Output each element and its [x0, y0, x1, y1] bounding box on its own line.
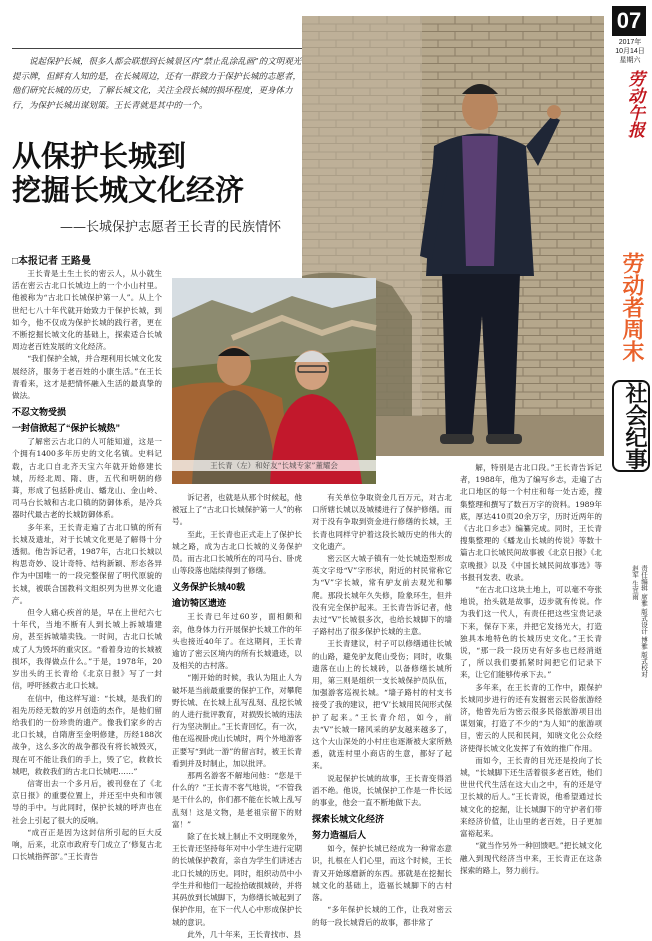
body-paragraph: “刚开始的时候，我认为阻止人为破坏是当前最重要的保护工作，对攀爬野长城、在长城上乱写乱刻、乱挖长城的人进行批评教育，对损毁长城的违法行为坚决制止。”王长青回忆，有一次，他在巡视卧虎山长城时，两个外地游客正要写“到此一游”的留言时，被王长青看到并及时制止，加以批评。: [172, 673, 302, 768]
section-title-social: 社会纪事: [612, 380, 650, 472]
section-subheading: 探索长城文化经济: [312, 814, 385, 825]
section-subheading: 一封信掀起了“保护长城热”: [12, 423, 121, 434]
article-headline: [12, 140, 312, 208]
body-paragraph: 说起保护长城的故事，王长青变得滔滔不绝。他说，长城保护工作是一件长远的事业，他会一直不断地做下去。: [312, 773, 452, 808]
section-subheading: 义务保护长城40载: [172, 582, 246, 593]
secondary-photo-illustration: [172, 278, 376, 484]
body-paragraph: 解，特别是古北口段。”王长青告诉记者，1988年，他为了编写乡志，走遍了古北口地区的每一个村庄和每一处古迹，搜集整理和撰写了数百万字的资料。1989年底，厚达410页20余万字，历时近两年的《古北口乡志》编纂完成。同时，王长青搜集整理的《蟠龙山长城的传说》等数十篇古北口长城民间故事被《北京日报》《北京晚报》以及《中国长城民间故事选》等书报刊发表、收录。: [460, 463, 602, 582]
issue-date: [612, 38, 648, 65]
article-subtitle: ——长城保护志愿者王长青的民族情怀: [60, 220, 282, 235]
body-paragraph: 了解密云古北口的人可能知道，这是一个拥有1400多年历史的文化名镇。史料记载，古北口自北齐天宝六年就开始修建长城，历经北周、隋、唐，五代和明朝的修葺，形成了包括卧虎山、蟠龙山、金山岭、司马台长城和古北口镇的防御体系，是冷兵器时代最古老的长城防御体系。: [12, 437, 162, 520]
body-paragraph: 王长青已年过60岁，面相颇和亲，他身体力行开展保护长城工作的年头也接近40年了。在这期间，王长青逾访了密云区境内的所有长城遗迹，以及相关的古村落。: [172, 612, 302, 671]
body-column-2: [172, 492, 302, 939]
body-paragraph: 而如今，王长青的目光还是投向了长城，“长城脚下还生活着很多老百姓，他们世世代代生活在这大山之中，有的还是守卫长城的后人。”王长青说，他希望通过长城文化的挖掘，让长城脚下的守护者们带来经济价值，让山里的老百姓，日子更加富裕起来。: [460, 755, 602, 839]
body-paragraph: 此外，几十年来，王长青找市、县: [187, 929, 302, 939]
body-paragraph: 王长青是土生土长的密云人，从小就生活在密云古北口长城边上的一个小山村里。他被称为“古北口长城保护第一人”。从上个世纪七八十年代就开始致力于保护长城，到如今，他不仅成为保护长城的践行者，更在不断挖掘长城文化的基础上，探索适合长城周边老百姓发展的文化经济。: [12, 269, 162, 352]
headline-line-2: 挖掘长城文化经济: [12, 175, 245, 207]
body-paragraph: 多年来，在王长青的工作中，跟保护长城同步进行的还有发掘密云民俗旅游经济，他曾先后为密云很多民俗旅游项目出谋划策，打造了不少的“为人知”的旅游项目，密云的人民和民间，知晓文化公众经济使得长城文化发挥了有效的推广作用。: [460, 682, 602, 753]
body-column-1: [12, 268, 162, 928]
article-intro: 说起保护长城，很多人都会联想到长城景区内“禁止乱涂乱画”的文明观光提示牌，但鲜有人知的是，在长城周边，还有一群致力于保护长城的志愿者，他们研究长城的历史，了解长城文化，关注全段长城的损坏程度，更身体力行，为保护长城出谋划策。王长青就是其中的一个。: [12, 57, 302, 111]
page-number: 07: [612, 6, 646, 36]
body-paragraph: 在信中，他这样写道：“长城，是我们的祖先历经无数的岁月创造的杰作，是他们留给我们的一份珍贵的遗产。像我们家乡的古北口长城，自隋唐至金明修建，历经188次战争，这么多次的战争都没有将长城毁灭，现在可不能让我们的手上，毁了它，救救长城吧，救救我们的古北口长城吧……”: [12, 693, 162, 776]
body-paragraph: 至此，王长青也正式走上了保护长城之路，成为古北口长城的义务保护员。而古北口长城所在的司马台、卧虎山等段落也陆续得到了修缮。: [172, 529, 302, 576]
headline-line-1: 从保护长城到: [12, 141, 187, 173]
body-paragraph: 诉记者，也就是从那个时候起，他被冠上了“古北口长城保护第一人”的称号。: [172, 493, 302, 527]
body-paragraph: “多年保护长城的工作，让我对密云的每一段长城背后的故事，都非常了: [312, 905, 452, 927]
byline: □本报记者 王路曼: [12, 256, 91, 267]
body-paragraph: “在古北口这块土地上，可以毫不夸张地说，抬头就是故事，迈步就有传说。作为我们这一代人，有责任把这些宝贵记录下来，保存下来，并把它发扬光大，打造独具本地特色的长城历史文化。”王长青说，“那一段一段历史有好多也已经消逝了，所以我们要抓紧时间把它们记录下来，让它们能够传承下去。”: [460, 585, 602, 680]
body-paragraph: “就当作另外一种回馈吧。”把长城文化融入到现代经济当中来，王长青正在这条探索的路上，努力前行。: [460, 841, 602, 875]
editor-credits: 责任编辑 席雅 版式设计 博雅 版式校对 赵军 生宣雨: [631, 565, 648, 678]
body-paragraph: 那两名游客不解地问他：“您是干什么的？”王长青不客气地说，“不管我是干什么的，你们都不能在长城上乱写乱刻！这是文物，是老祖宗留下的财富！”: [172, 771, 302, 829]
body-paragraph: 密云区大城子镇有一处长城造型形成英文字母“V”字形状，附近的村民常称它为“V”字长城，常有驴友前去观光和攀爬。那段长城年久失修，险象环生，但并没有完全保护起来。王长青告诉记者，他去过“V”长城很多次，也给长城脚下的墙子路村出了很多保护长城的主意。: [312, 554, 452, 637]
body-paragraph: “成百正是因为这封信所引起的巨大反响，后来，北京市政府专门成立了‘修复古北口长城指挥部’。”王长青告: [12, 827, 162, 862]
body-column-3: [312, 492, 452, 928]
date-day: 10月14日: [615, 48, 645, 55]
intro-divider: [12, 48, 302, 49]
section-title-weekend: 劳动者周末: [620, 252, 645, 362]
section-subheading: 努力造福后人: [312, 830, 367, 841]
section-subheading: 逾访犄区遗迹: [172, 598, 227, 609]
body-paragraph: “我们保护全城，并合理利用长城文化发展经济，服务于老百姓的小康生活。”在王长青看来，这才是把情怀融入生活的最真挚的做法。: [12, 354, 162, 401]
body-column-4: [460, 462, 602, 928]
body-paragraph: 王长青建议，村子可以修缮通往长城的山路，避免驴友爬山受伤；同时，收集遗落在山上的长城砖，以备修缮长城所用，第三则是组织一支长城保护员队伍，加强游客巡视长城。“墙子路村的村支书接受了我的建议，把‘V’长城用民间形式保护了起来。”王长青介绍，如今，前去“V”长城一睹风采的驴友越来越多了，这个大山深处的小村庄也逐渐被大家所熟悉，就连村里小商店的生意，都好了起来。: [312, 639, 452, 771]
body-paragraph: 信寄出去一个多月后，被刊登在了《北京日报》的重要位置上，并还至中央和市领导的手中。与此同时，保护长城的呼声也在社会上引起了很大的反响。: [12, 778, 162, 825]
secondary-photo: [172, 278, 376, 484]
newspaper-logo: 劳动午报: [624, 70, 644, 138]
photo-caption: 王长青（左）和好友“长城专家”董耀会: [172, 460, 376, 471]
body-paragraph: 多年来，王长青走遍了古北口镇的所有长城及遗址，对于长城文化更是了解得十分透彻。他告诉记者，1987年，古北口长城以构思奇妙、设计奇特、结构新颖、形态各异作为中国唯一的一段完整保留了明代原貌的长城，被联合国教科文组织列为世界文化遗产。: [12, 522, 162, 605]
date-year: 2017年: [618, 39, 642, 46]
body-paragraph: 但令人痛心疾首的是，早在上世纪六七十年代，当地不断有人到长城上拆城墙建房，甚至拆城墙卖钱。一时间，古北口长城成了人为毁坏的重灾区。“看着身边的长城被损坏，我得做点什么。”于是，1978年，20岁出头的王长青给《北京日报》写了一封信，呼吁拯救古北口长城。: [12, 608, 162, 691]
section-subheading: 不忍文物受损: [12, 407, 67, 418]
body-paragraph: 有关单位争取资金几百万元，对古北口所辖长城以及城楼进行了保护修缮。而对于没有争取到资金进行修缮的长城，王长青也同样守护着这段长城历史的伟大的文化遗产。: [312, 493, 452, 551]
date-weekday: 星期六: [619, 57, 641, 64]
body-paragraph: 除了在长城上制止不文明现象外，王长青还坚持每年对中小学生进行定期的长城保护教育，亲自为学生们讲述古北口长城的历史。同时，组织动员中小学生并和他们一起捡拾破损城砖，并将其码放到长城脚下，为修缮长城起到了保护作用，在下一代人心中形成保护长城的意识。: [172, 832, 302, 927]
body-paragraph: 如今，保护长城已经成为一种常态意识，扎根在人们心里，而这个时候，王长青又开始琢磨新的东西。那就是在挖掘长城文化的基础上，造福长城脚下的古村落。: [312, 844, 452, 903]
